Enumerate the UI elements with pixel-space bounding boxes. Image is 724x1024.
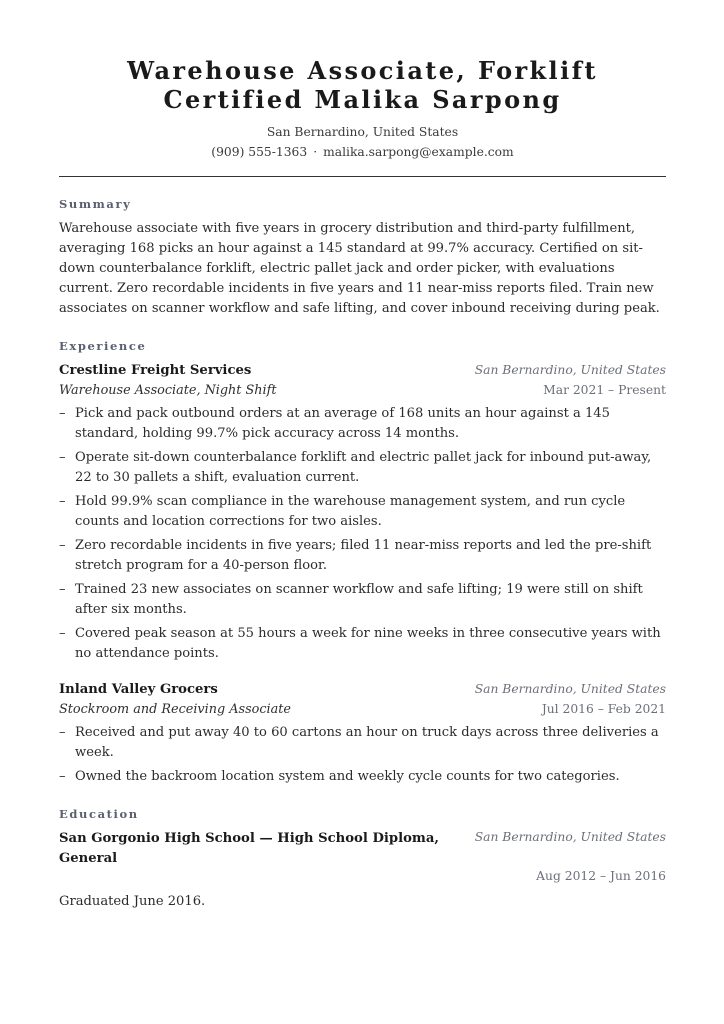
summary-text: Warehouse associate with five years in grocery distribution and third-party fulfillment, averaging 168 picks an hour against a 145 standard at 99.7% accuracy. Certified on sit-down counterbalance forklift, electric pallet jack and order picker, with evaluations current. Zero recordable incidents in five years and 11 near-miss reports filed. Train new associates on scanner workflow and safe lifting, and cover inbound receiving during peak. (59, 221, 660, 316)
bullet-dash: – (59, 626, 66, 641)
bullet-dash: – (59, 406, 66, 421)
bullet-text: Owned the backroom location system and weekly cycle counts for two categories. (75, 769, 620, 784)
job-employer: Inland Valley Grocers (59, 682, 218, 697)
contact-phone: (909) 555-1363 (211, 145, 308, 159)
bullet-dash: – (59, 582, 66, 597)
header-divider (59, 176, 666, 177)
job-bullet (59, 492, 666, 532)
bullet-text: Operate sit-down counterbalance forklift and electric pallet jack for inbound put-away, 22 to 30 pallets a shift, evaluation current. (75, 450, 652, 485)
job-bullet (59, 624, 666, 664)
job-location: San Bernardino, United States (474, 363, 666, 377)
contact-block (59, 122, 666, 162)
bullet-dash: – (59, 725, 66, 740)
job-bullet (59, 404, 666, 444)
experience-heading: Experience (59, 339, 147, 353)
education-location: San Bernardino, United States (474, 830, 666, 844)
job-dates: Mar 2021 – Present (543, 383, 666, 397)
education-school: San Gorgonio High School — High School Diploma, General (59, 831, 440, 866)
job-dates: Jul 2016 – Feb 2021 (541, 702, 666, 716)
contact-line (59, 142, 666, 162)
job-bullet (59, 580, 666, 620)
contact-location: San Bernardino, United States (266, 125, 459, 139)
resume-name: Warehouse Associate, Forklift Certified Malika Sarpong (127, 56, 598, 114)
bullet-text: Pick and pack outbound orders at an average of 168 units an hour against a 145 standard, holding 99.7% pick accuracy across 14 months. (75, 406, 610, 441)
job-employer: Crestline Freight Services (59, 363, 252, 378)
education-dates: Aug 2012 – Jun 2016 (536, 869, 666, 883)
bullet-text: Hold 99.9% scan compliance in the warehouse management system, and run cycle counts and location corrections for two aisles. (75, 494, 626, 529)
education-entry (59, 829, 666, 912)
bullet-dash: – (59, 450, 66, 465)
bullet-dash: – (59, 494, 66, 509)
job-entry (59, 680, 666, 787)
bullet-text: Covered peak season at 55 hours a week for nine weeks in three consecutive years with no attendance points. (75, 626, 661, 661)
job-role: Warehouse Associate, Night Shift (59, 383, 277, 398)
education-heading: Education (59, 807, 139, 821)
job-entry (59, 361, 666, 664)
job-bullet (59, 767, 666, 787)
job-role: Stockroom and Receiving Associate (59, 702, 291, 717)
job-bullets (59, 404, 666, 664)
bullet-text: Trained 23 new associates on scanner workflow and safe lifting; 19 were still on shift after six months. (75, 582, 643, 617)
job-location: San Bernardino, United States (474, 682, 666, 696)
job-bullet (59, 536, 666, 576)
bullet-text: Zero recordable incidents in five years; filed 11 near-miss reports and led the pre-shift stretch program for a 40-person floor. (75, 538, 652, 573)
bullet-text: Received and put away 40 to 60 cartons an hour on truck days across three deliveries a week. (75, 725, 659, 760)
bullet-dash: – (59, 538, 66, 553)
summary-heading: Summary (59, 197, 132, 211)
bullet-dash: – (59, 769, 66, 784)
job-bullet (59, 448, 666, 488)
resume-page (59, 0, 666, 912)
job-bullet (59, 723, 666, 763)
contact-separator: · (313, 145, 318, 159)
job-bullets (59, 723, 666, 787)
contact-email: malika.sarpong@example.com (323, 145, 514, 159)
education-note: Graduated June 2016. (59, 894, 206, 909)
